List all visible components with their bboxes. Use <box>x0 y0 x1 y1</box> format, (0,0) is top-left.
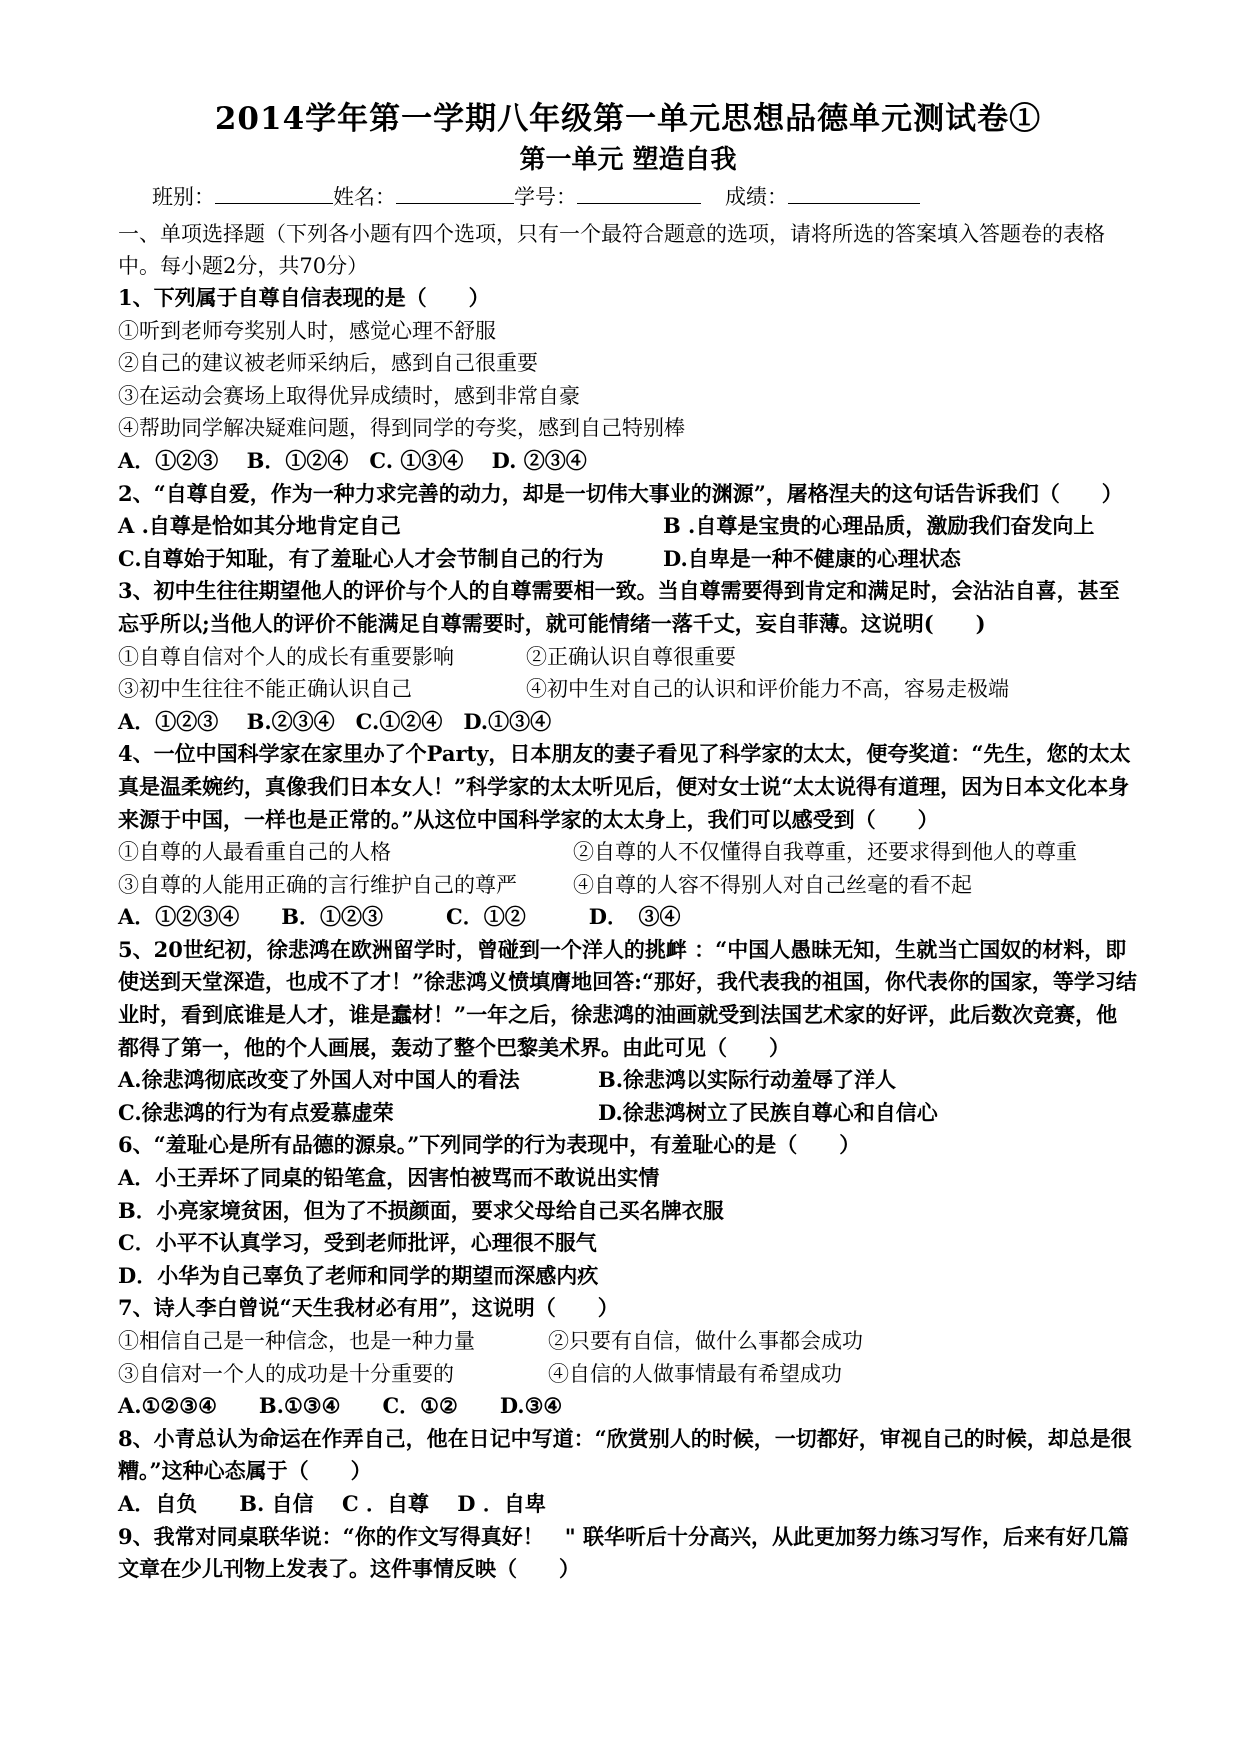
question-1 <box>118 282 1138 478</box>
section-instructions: 一、单项选择题（下列各小题有四个选项，只有一个最符合题意的选项，请将所选的答案填入答题卷的表格中。每小题2分，共70分） <box>118 222 1105 278</box>
question-number: 1 <box>118 285 133 310</box>
student-info-row <box>118 180 1138 214</box>
question-number: 4 <box>118 741 133 767</box>
question-number: 6 <box>118 1132 133 1158</box>
statement: ④自信的人做事情最有希望成功 <box>548 1361 842 1386</box>
question-4 <box>118 738 1138 934</box>
statement: ④自尊的人容不得别人对自己丝毫的看不起 <box>573 872 972 897</box>
choice-d: D．小华为自己辜负了老师和同学的期望而深感内疚 <box>118 1262 599 1288</box>
answer-choices: A．①②③ B.②③④ C.①②④ D.①③④ <box>118 708 552 734</box>
statement: ①相信自己是一种信念，也是一种力量 <box>118 1329 475 1353</box>
statement: ④帮助同学解决疑难问题，得到同学的夸奖，感到自己特别棒 <box>118 416 685 441</box>
choice-a: A．小王弄坏了同桌的铅笔盒，因害怕被骂而不敢说出实情 <box>118 1165 660 1191</box>
student-id-label: 学号： <box>514 185 577 209</box>
question-stem: 、我常对同桌联华说：“你的作文写得真好！ " 联华听后十分高兴，从此更加努力练习写作，后来有好几篇文章在少儿刊物上发表了。这件事情反映（ ） <box>118 1523 1129 1582</box>
exam-page <box>118 98 1138 1586</box>
statement: ②只要有自信，做什么事都会成功 <box>548 1329 863 1353</box>
answer-choices: A．自负 B. 自信 C ．自尊 D ．自卑 <box>118 1490 546 1516</box>
answer-choices: A．①②③④ B．①②③ C．①② D． ③④ <box>118 904 681 930</box>
choice-c: C.自尊始于知耻，有了羞耻心人才会节制自己的行为 <box>118 545 604 571</box>
statement: ③自信对一个人的成功是十分重要的 <box>118 1361 454 1386</box>
question-number: 8 <box>118 1425 133 1451</box>
name-label: 姓名： <box>333 185 396 209</box>
question-stem: 、下列属于自尊自信表现的是（ ） <box>132 285 490 310</box>
choice-c: C.徐悲鸿的行为有点爱慕虚荣 <box>118 1099 394 1125</box>
choice-b: B．小亮家境贫困，但为了不损颜面，要求父母给自己买名牌衣服 <box>118 1197 724 1223</box>
question-2 <box>118 478 1138 576</box>
class-field <box>152 180 333 214</box>
question-number: 5 <box>118 936 133 962</box>
statement: ②正确认识自尊很重要 <box>526 644 736 669</box>
choice-a: A .自尊是恰如其分地肯定自己 <box>118 513 401 539</box>
student-id-blank[interactable] <box>577 181 701 204</box>
choice-d: D.徐悲鸿树立了民族自尊心和自信心 <box>598 1099 938 1125</box>
choice-b: B.徐悲鸿以实际行动羞辱了洋人 <box>598 1067 897 1093</box>
answer-choices: A．①②③ B．①②④ C. ①③④ D. ②③④ <box>118 447 587 473</box>
question-9 <box>118 1521 1138 1586</box>
name-field <box>333 180 514 214</box>
question-number: 2 <box>118 480 133 506</box>
question-stem: 、诗人李白曾说“天生我材必有用”，这说明（ ） <box>132 1295 619 1321</box>
question-number: 3 <box>118 578 133 604</box>
score-label: 成绩： <box>725 185 788 209</box>
question-stem: 、“羞耻心是所有品德的源泉。”下列同学的行为表现中，有羞耻心的是（ ） <box>132 1132 861 1158</box>
answer-choices: A.①②③④ B.①③④ C．①② D.③④ <box>118 1393 563 1419</box>
statement: ①听到老师夸奖别人时，感觉心理不舒服 <box>118 318 496 343</box>
question-5 <box>118 934 1138 1130</box>
statement: ①自尊的人最看重自己的人格 <box>118 840 391 865</box>
statement: ②自尊的人不仅懂得自我尊重，还要求得到他人的尊重 <box>573 840 1077 865</box>
statement: ③初中生往往不能正确认识自己 <box>118 677 412 702</box>
score-blank[interactable] <box>788 181 920 204</box>
question-stem: 、初中生往往期望他人的评价与个人的自尊需要相一致。当自尊需要得到肯定和满足时，会沾沾自喜，甚至忘乎所以;当他人的评价不能满足自尊需要时，就可能情绪一落千丈，妄自菲薄。这说明( ) <box>118 578 1120 636</box>
choice-d: D.自卑是一种不健康的心理状态 <box>663 545 961 571</box>
score-field <box>725 180 920 214</box>
question-stem: 、20世纪初，徐悲鸿在欧洲留学时，曾碰到一个洋人的挑衅 ：“中国人愚昧无知，生就当亡国奴的材料，即使送到天堂深造，也成不了才！”徐悲鸿义愤填膺地回答:“那好，我代表我的祖国，你代表你的国家，等学习结业时，看到底谁是人才，谁是蠢材！”一年之后，徐悲鸿的油画就受到法国艺术家的好评，此后数次竞赛，他都得了第一，他的个人画展，轰动了整个巴黎美术界。由此可见（ ） <box>118 936 1137 1060</box>
statement: ①自尊自信对个人的成长有重要影响 <box>118 644 454 669</box>
question-3 <box>118 575 1138 738</box>
statement: ④初中生对自己的认识和评价能力不高，容易走极端 <box>526 677 1009 702</box>
choice-c: C．小平不认真学习，受到老师批评，心理很不服气 <box>118 1230 597 1256</box>
exam-title: 2014学年第一学期八年级第一单元思想品德单元测试卷① <box>214 101 1042 137</box>
name-blank[interactable] <box>396 181 514 204</box>
student-id-field <box>514 180 725 214</box>
statement: ③自尊的人能用正确的言行维护自己的尊严 <box>118 872 517 897</box>
question-8 <box>118 1423 1138 1521</box>
class-label: 班别： <box>152 185 215 209</box>
question-stem: 、小青总认为命运在作弄自己，他在日记中写道：“欣赏别人的时候，一切都好，审视自己的时候，却总是很糟。”这种心态属于（ ） <box>118 1425 1132 1484</box>
unit-subtitle: 第一单元 塑造自我 <box>519 145 737 175</box>
question-stem: 、“自尊自爱，作为一种力求完善的动力，却是一切伟大事业的渊源”，屠格涅夫的这句话告诉我们（ ） <box>132 480 1123 506</box>
statement: ②自己的建议被老师采纳后，感到自己很重要 <box>118 351 538 376</box>
question-6 <box>118 1129 1138 1292</box>
question-7 <box>118 1292 1138 1422</box>
statement: ③在运动会赛场上取得优异成绩时，感到非常自豪 <box>118 383 580 408</box>
question-number: 9 <box>118 1523 133 1549</box>
choice-b: B .自尊是宝贵的心理品质，激励我们奋发向上 <box>663 513 1095 539</box>
question-stem: 、一位中国科学家在家里办了个Party，日本朋友的妻子看见了科学家的太太，便夸奖道：“先生，您的太太真是温柔婉约，真像我们日本女人！”科学家的太太听见后，便对女士说“太太说得有道理，因为日本文化本身来源于中国，一样也是正常的。”从这位中国科学家的太太身上，我们可以感受到（ ） <box>118 741 1131 832</box>
class-blank[interactable] <box>215 181 333 204</box>
question-number: 7 <box>118 1295 133 1321</box>
choice-a: A.徐悲鸿彻底改变了外国人对中国人的看法 <box>118 1067 520 1093</box>
